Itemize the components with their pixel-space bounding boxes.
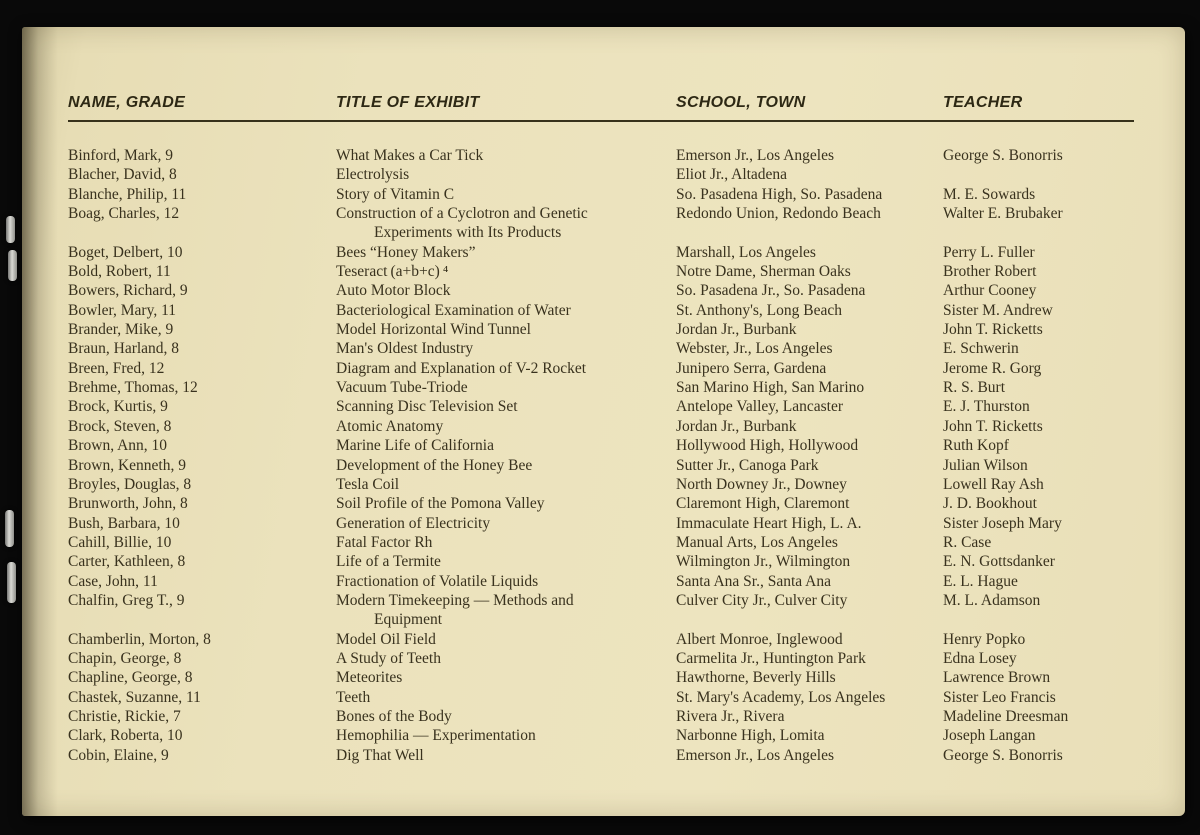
cell-name-grade: Bowler, Mary, 11	[68, 301, 177, 319]
column-header-title-of-exhibit: TITLE OF EXHIBIT	[336, 94, 480, 111]
cell-school-town: Redondo Union, Redondo Beach	[676, 205, 881, 223]
cell-exhibit-title: Construction of a Cyclotron and Genetic Experiments with Its Products	[336, 204, 676, 243]
cell-school-town: Jordan Jr., Burbank	[676, 417, 797, 435]
cell-school-town: Webster, Jr., Los Angeles	[676, 340, 833, 358]
table-row	[68, 630, 1134, 649]
cell-teacher: Lawrence Brown	[943, 669, 1051, 687]
cell-exhibit-title: Auto Motor Block	[336, 282, 451, 300]
cell-school-town: Sutter Jr., Canoga Park	[676, 456, 819, 474]
cell-school-town: Antelope Valley, Lancaster	[676, 398, 843, 416]
cell-exhibit-title: Soil Profile of the Pomona Valley	[336, 495, 545, 513]
cell-exhibit-title: Bacteriological Examination of Water	[336, 301, 571, 319]
table-row	[68, 475, 1134, 494]
cell-teacher: Perry L. Fuller	[943, 243, 1035, 261]
cell-school-town: Jordan Jr., Burbank	[676, 321, 797, 339]
cell-name-grade: Blacher, David, 8	[68, 166, 177, 184]
cell-exhibit-title: Dig That Well	[336, 746, 424, 764]
cell-school-town: Culver City Jr., Culver City	[676, 591, 848, 609]
exhibit-list	[68, 146, 1134, 765]
table-row	[68, 514, 1134, 533]
table-row	[68, 262, 1134, 281]
staple-icon	[5, 510, 14, 547]
cell-school-town: Junipero Serra, Gardena	[676, 359, 827, 377]
cell-name-grade: Case, John, 11	[68, 572, 158, 590]
table-row	[68, 378, 1134, 397]
cell-name-grade: Cobin, Elaine, 9	[68, 746, 169, 764]
cell-exhibit-title: Man's Oldest Industry	[336, 340, 474, 358]
cell-teacher: Sister M. Andrew	[943, 301, 1053, 319]
cell-school-town: Claremont High, Claremont	[676, 495, 850, 513]
cell-school-town: Notre Dame, Sherman Oaks	[676, 263, 851, 281]
cell-teacher: Jerome R. Gorg	[943, 359, 1042, 377]
cell-name-grade: Brehme, Thomas, 12	[68, 379, 198, 397]
table-row	[68, 339, 1134, 358]
cell-name-grade: Chapin, George, 8	[68, 649, 182, 667]
cell-school-town: Emerson Jr., Los Angeles	[676, 746, 834, 764]
cell-exhibit-title: Development of the Honey Bee	[336, 456, 533, 474]
cell-school-town: Wilmington Jr., Wilmington	[676, 553, 851, 571]
page-content	[68, 93, 1134, 765]
page-left-shadow	[22, 27, 58, 816]
cell-teacher: Walter E. Brubaker	[943, 205, 1063, 223]
staple-icon	[8, 250, 17, 281]
table-row	[68, 185, 1134, 204]
cell-school-town: Emerson Jr., Los Angeles	[676, 147, 834, 164]
cell-name-grade: Christie, Rickie, 7	[68, 707, 181, 725]
table-row	[68, 359, 1134, 378]
cell-teacher: Henry Popko	[943, 630, 1026, 648]
cell-teacher	[943, 165, 1134, 184]
table-row	[68, 726, 1134, 745]
cell-exhibit-title: Diagram and Explanation of V-2 Rocket	[336, 359, 587, 377]
cell-name-grade: Brown, Kenneth, 9	[68, 456, 186, 474]
cell-exhibit-title: Marine Life of California	[336, 437, 494, 455]
table-row	[68, 494, 1134, 513]
table-header-row	[68, 93, 1134, 112]
cell-name-grade: Clark, Roberta, 10	[68, 727, 183, 745]
table-row	[68, 552, 1134, 571]
header-rule	[68, 120, 1134, 122]
table-row	[68, 591, 1134, 630]
cell-school-town: Albert Monroe, Inglewood	[676, 630, 843, 648]
cell-exhibit-title: Teseract (a+b+c) ⁴	[336, 263, 449, 281]
cell-exhibit-title: Electrolysis	[336, 166, 410, 184]
cell-teacher: Joseph Langan	[943, 727, 1036, 745]
cell-teacher: Arthur Cooney	[943, 282, 1037, 300]
cell-exhibit-title: Bees “Honey Makers”	[336, 243, 476, 261]
table-row	[68, 456, 1134, 475]
cell-school-town: San Marino High, San Marino	[676, 379, 865, 397]
cell-exhibit-title: Tesla Coil	[336, 475, 400, 493]
cell-teacher: Madeline Dreesman	[943, 707, 1069, 725]
cell-name-grade: Bush, Barbara, 10	[68, 514, 180, 532]
cell-exhibit-title: Modern Timekeeping — Methods and Equipment	[336, 591, 676, 630]
cell-teacher: John T. Ricketts	[943, 321, 1043, 339]
cell-name-grade: Brander, Mike, 9	[68, 321, 174, 339]
cell-exhibit-title: Story of Vitamin C	[336, 185, 455, 203]
cell-teacher: Ruth Kopf	[943, 437, 1009, 455]
cell-school-town: St. Anthony's, Long Beach	[676, 301, 842, 319]
cell-school-town: Narbonne High, Lomita	[676, 727, 825, 745]
cell-school-town: Rivera Jr., Rivera	[676, 707, 785, 725]
cell-exhibit-title: Generation of Electricity	[336, 514, 491, 532]
column-header-name-grade: NAME, GRADE	[68, 94, 186, 111]
table-row	[68, 281, 1134, 300]
cell-name-grade: Brock, Steven, 8	[68, 417, 172, 435]
cell-school-town: Marshall, Los Angeles	[676, 243, 816, 261]
catalog-page	[22, 27, 1185, 816]
cell-name-grade: Breen, Fred, 12	[68, 359, 165, 377]
cell-teacher: Lowell Ray Ash	[943, 475, 1044, 493]
cell-exhibit-title: Meteorites	[336, 669, 403, 687]
cell-exhibit-title: Fractionation of Volatile Liquids	[336, 572, 539, 590]
cell-name-grade: Braun, Harland, 8	[68, 340, 180, 358]
cell-teacher: M. E. Sowards	[943, 185, 1036, 203]
cell-teacher: Sister Joseph Mary	[943, 514, 1062, 532]
cell-school-town: Eliot Jr., Altadena	[676, 166, 788, 184]
cell-exhibit-title: Fatal Factor Rh	[336, 533, 433, 551]
table-row	[68, 649, 1134, 668]
cell-exhibit-title: Hemophilia — Experimentation	[336, 727, 536, 745]
cell-teacher: M. L. Adamson	[943, 591, 1041, 609]
cell-name-grade: Brunworth, John, 8	[68, 495, 188, 513]
cell-name-grade: Chalfin, Greg T., 9	[68, 591, 185, 609]
cell-exhibit-title: Atomic Anatomy	[336, 417, 444, 435]
table-row	[68, 572, 1134, 591]
cell-exhibit-title-line2: Equipment	[374, 611, 443, 629]
cell-teacher: Sister Leo Francis	[943, 688, 1056, 706]
cell-exhibit-title: A Study of Teeth	[336, 649, 441, 667]
column-header-teacher: TEACHER	[943, 94, 1023, 111]
table-row	[68, 243, 1134, 262]
cell-name-grade: Chamberlin, Morton, 8	[68, 630, 211, 648]
cell-name-grade: Blanche, Philip, 11	[68, 185, 187, 203]
cell-exhibit-title: Model Horizontal Wind Tunnel	[336, 321, 531, 339]
cell-school-town: Hollywood High, Hollywood	[676, 437, 859, 455]
table-row	[68, 417, 1134, 436]
table-row	[68, 301, 1134, 320]
cell-teacher: Brother Robert	[943, 263, 1037, 281]
cell-exhibit-title: Vacuum Tube-Triode	[336, 379, 468, 397]
cell-name-grade: Chapline, George, 8	[68, 669, 193, 687]
cell-name-grade: Brock, Kurtis, 9	[68, 398, 168, 416]
cell-teacher: E. L. Hague	[943, 572, 1018, 590]
table-row	[68, 668, 1134, 687]
cell-name-grade: Bold, Robert, 11	[68, 263, 171, 281]
cell-name-grade: Boag, Charles, 12	[68, 205, 180, 223]
cell-exhibit-title-line2: Experiments with Its Products	[374, 224, 562, 242]
cell-exhibit-title: What Makes a Car Tick	[336, 147, 484, 164]
cell-exhibit-title: Scanning Disc Television Set	[336, 398, 518, 416]
cell-school-town: So. Pasadena Jr., So. Pasadena	[676, 282, 866, 300]
table-row	[68, 688, 1134, 707]
cell-exhibit-title: Model Oil Field	[336, 630, 436, 648]
cell-exhibit-title: Teeth	[336, 688, 371, 706]
cell-teacher: E. J. Thurston	[943, 398, 1030, 416]
staple-icon	[7, 562, 16, 603]
cell-school-town: Santa Ana Sr., Santa Ana	[676, 572, 831, 590]
cell-school-town: Immaculate Heart High, L. A.	[676, 514, 862, 532]
cell-exhibit-title: Life of a Termite	[336, 553, 441, 571]
cell-teacher: E. N. Gottsdanker	[943, 553, 1055, 571]
table-row	[68, 165, 1134, 184]
cell-name-grade: Boget, Delbert, 10	[68, 243, 183, 261]
cell-teacher: George S. Bonorris	[943, 746, 1063, 764]
cell-school-town: So. Pasadena High, So. Pasadena	[676, 185, 883, 203]
staple-icon	[6, 216, 15, 243]
cell-school-town: Hawthorne, Beverly Hills	[676, 669, 836, 687]
cell-name-grade: Cahill, Billie, 10	[68, 533, 172, 551]
table-row	[68, 707, 1134, 726]
cell-teacher: R. Case	[943, 533, 992, 551]
cell-name-grade: Brown, Ann, 10	[68, 437, 168, 455]
cell-name-grade: Broyles, Douglas, 8	[68, 475, 192, 493]
cell-school-town: Carmelita Jr., Huntington Park	[676, 649, 866, 667]
cell-exhibit-title: Bones of the Body	[336, 707, 452, 725]
cell-teacher: J. D. Bookhout	[943, 495, 1037, 513]
cell-teacher: E. Schwerin	[943, 340, 1019, 358]
cell-teacher: R. S. Burt	[943, 379, 1006, 397]
cell-teacher: George S. Bonorris	[943, 147, 1063, 164]
table-row	[68, 204, 1134, 243]
cell-school-town: North Downey Jr., Downey	[676, 475, 847, 493]
cell-teacher: Julian Wilson	[943, 456, 1028, 474]
table-row	[68, 146, 1134, 165]
table-row	[68, 533, 1134, 552]
cell-name-grade: Chastek, Suzanne, 11	[68, 688, 201, 706]
column-header-school-town: SCHOOL, TOWN	[676, 94, 806, 111]
table-row	[68, 320, 1134, 339]
cell-teacher: Edna Losey	[943, 649, 1017, 667]
cell-name-grade: Bowers, Richard, 9	[68, 282, 188, 300]
table-row	[68, 746, 1134, 765]
cell-name-grade: Binford, Mark, 9	[68, 147, 174, 164]
cell-name-grade: Carter, Kathleen, 8	[68, 553, 186, 571]
cell-school-town: St. Mary's Academy, Los Angeles	[676, 688, 886, 706]
table-row	[68, 397, 1134, 416]
cell-school-town: Manual Arts, Los Angeles	[676, 533, 838, 551]
table-row	[68, 436, 1134, 455]
cell-teacher: John T. Ricketts	[943, 417, 1043, 435]
